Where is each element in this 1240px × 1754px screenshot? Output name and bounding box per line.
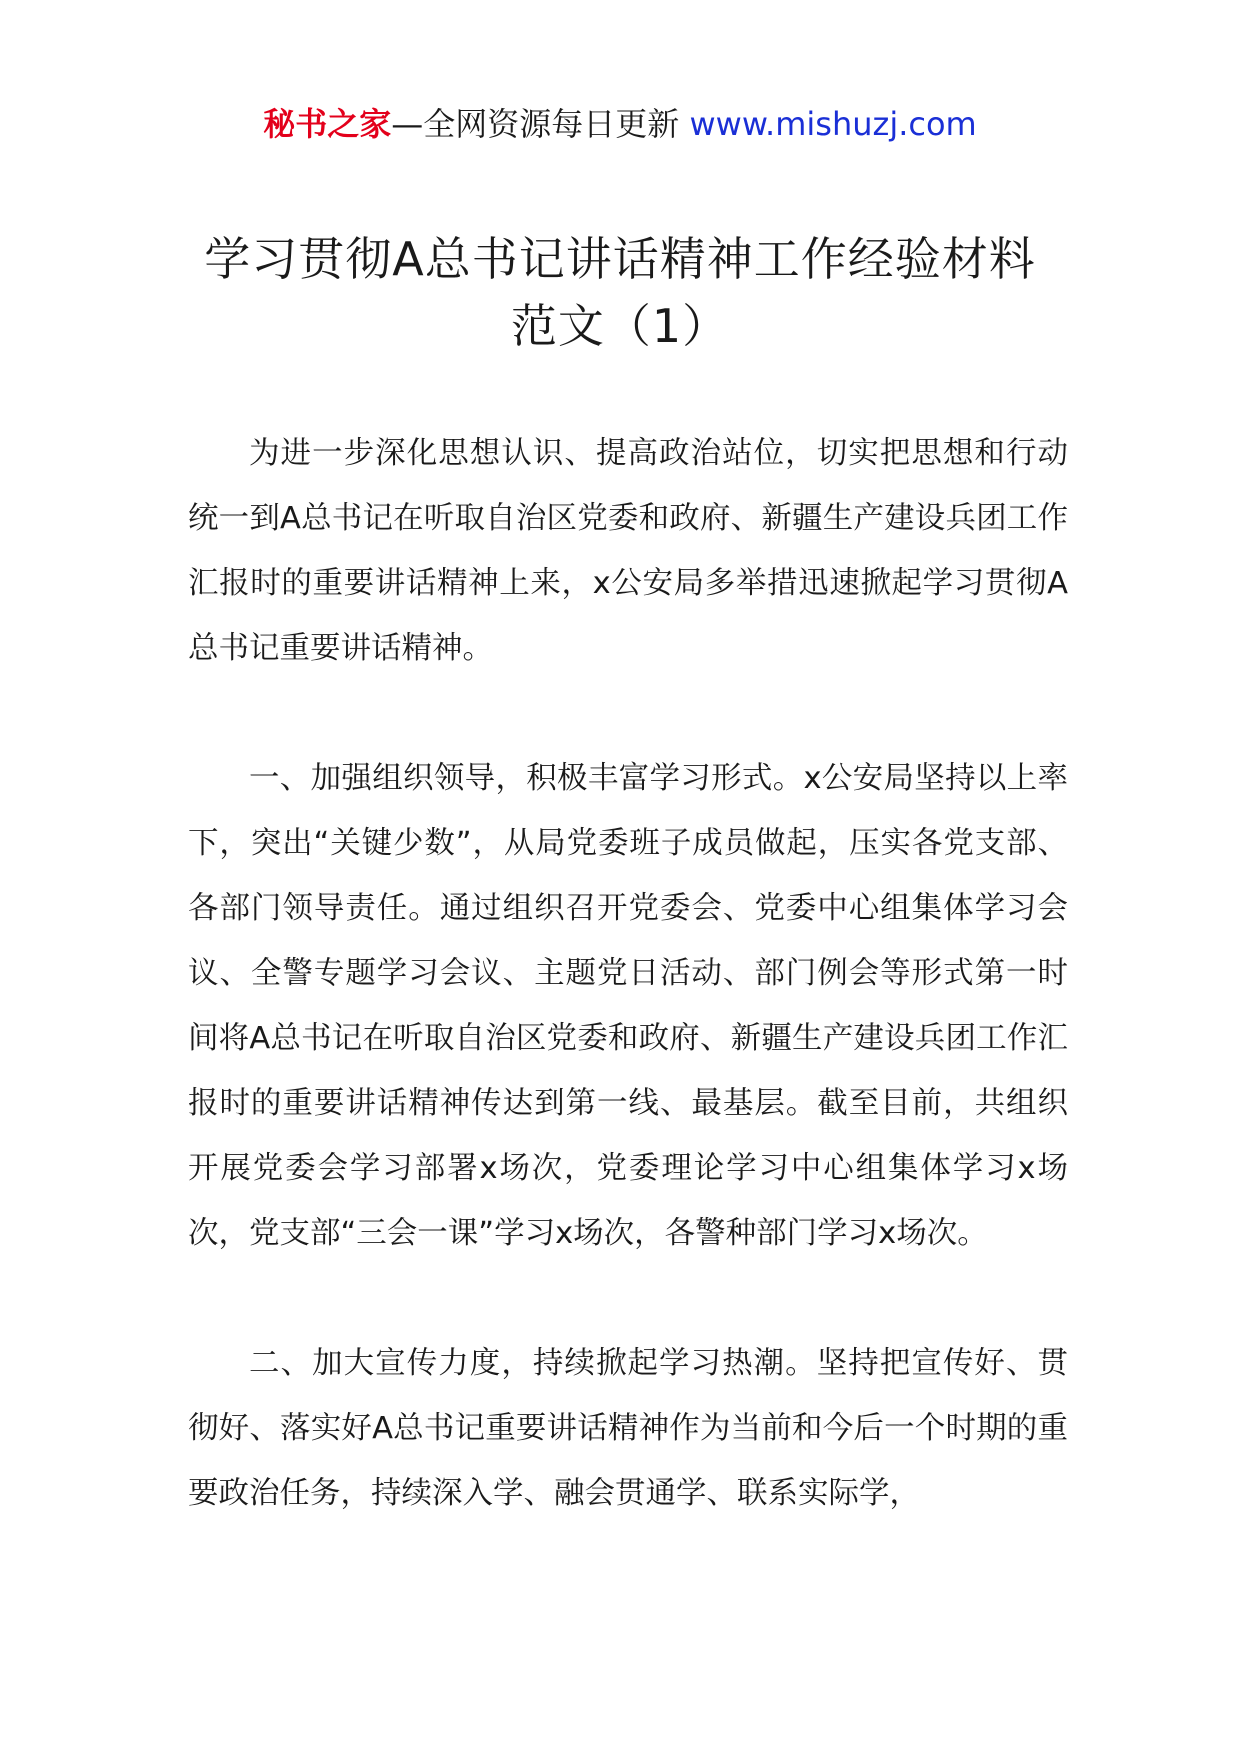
title-line-2: 范文（1）: [510, 299, 730, 353]
brand-name: 秘书之家: [263, 105, 392, 143]
paragraph-section-2: 二、加大宣传力度，持续掀起学习热潮。坚持把宣传好、贯彻好、落实好A总书记重要讲话精神作为当前和今后一个时期的重要政治任务，持续深入学、融会贯通学、联系实际学，: [188, 1346, 1068, 1511]
site-header: [0, 100, 1240, 148]
paragraph-intro: 为进一步深化思想认识、提高政治站位，切实把思想和行动统一到A总书记在听取自治区党委和政府、新疆生产建设兵团工作汇报时的重要讲话精神上来，x公安局多举措迅速掀起学习贯彻A总书记重要讲话精神。: [188, 436, 1068, 666]
site-url-link[interactable]: www.mishuzj.com: [689, 105, 977, 143]
paragraph-section-1: 一、加强组织领导，积极丰富学习形式。x公安局坚持以上率下，突出“关键少数”，从局党委班子成员做起，压实各党支部、各部门领导责任。通过组织召开党委会、党委中心组集体学习会议、全警专题学习会议、主题党日活动、部门例会等形式第一时间将A总书记在听取自治区党委和政府、新疆生产建设兵团工作汇报时的重要讲话精神传达到第一线、最基层。截至目前，共组织开展党委会学习部署x场次，党委理论学习中心组集体学习x场次，党支部“三会一课”学习x场次，各警种部门学习x场次。: [188, 761, 1068, 1251]
document-title: [150, 226, 1090, 360]
header-tagline: —全网资源每日更新: [391, 105, 680, 143]
title-line-1: 学习贯彻A总书记讲话精神工作经验材料: [204, 232, 1036, 286]
document-body: [188, 421, 1068, 1591]
